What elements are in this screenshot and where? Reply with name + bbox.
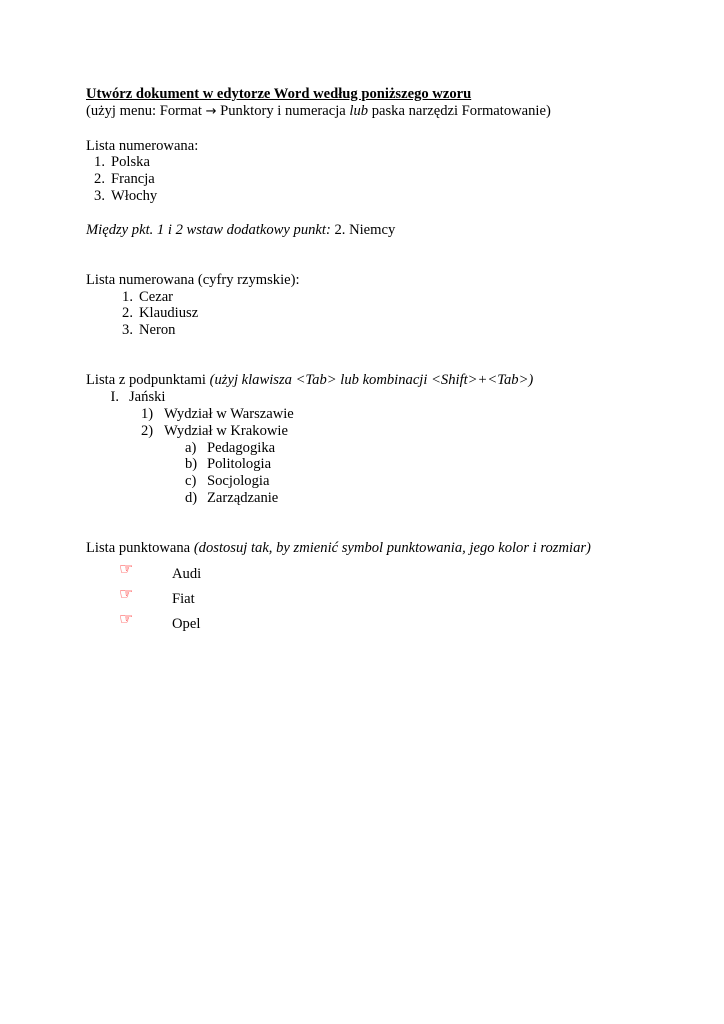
list-item — [185, 456, 271, 473]
numbered-list-heading: Lista numerowana: — [86, 138, 199, 154]
bullet-list-heading-text: Lista punktowana — [86, 540, 194, 556]
list-number: 1. — [94, 154, 105, 170]
list-item-text: Wydział w Krakowie — [164, 423, 288, 439]
list-item — [86, 188, 157, 205]
list-item — [86, 322, 175, 339]
insert-note — [86, 222, 395, 239]
list-item-text: Francja — [111, 171, 155, 187]
sub-list-heading — [86, 372, 533, 389]
bullet-list-hint: (dostosuj tak, by zmienić symbol punktowania, jego kolor i rozmiar) — [193, 540, 591, 556]
instruction-prefix: (użyj menu: Format — [86, 103, 206, 119]
list-number: 1. — [122, 289, 133, 305]
list-item-text: Zarządzanie — [207, 490, 279, 506]
list-item: Fiat — [172, 591, 195, 607]
list-number: a) — [185, 440, 197, 456]
list-item: Opel — [172, 616, 201, 632]
list-item-text: Neron — [139, 322, 176, 338]
instruction-or: lub — [349, 103, 369, 119]
list-number: 3. — [94, 188, 105, 204]
list-item-text: Polska — [111, 154, 150, 170]
list-item-text: Cezar — [139, 289, 174, 305]
insert-note-italic: Między pkt. 1 i 2 wstaw dodatkowy punkt: — [86, 222, 331, 238]
list-item-text: Pedagogika — [207, 440, 276, 456]
bullet-list-heading — [86, 540, 591, 557]
pointing-hand-icon: ☞ — [119, 584, 134, 603]
list-item — [86, 289, 173, 306]
list-item — [185, 440, 275, 457]
list-item-text: Socjologia — [207, 473, 270, 489]
instruction-line — [86, 103, 551, 120]
sub-list-hint: (użyj klawisza <Tab> lub kombinacji <Shift>+<Tab>) — [209, 372, 534, 388]
list-number: 2. — [122, 305, 133, 321]
instruction-mid: Punktory i numeracja — [216, 103, 350, 119]
instruction-suffix: paska narzędzi Formatowanie) — [368, 103, 551, 119]
list-item-text: Włochy — [111, 188, 158, 204]
list-item-text: Klaudiusz — [139, 305, 199, 321]
list-number: 3. — [122, 322, 133, 338]
list-item — [86, 154, 150, 171]
roman-list-heading: Lista numerowana (cyfry rzymskie): — [86, 272, 300, 288]
list-number: 1) — [141, 406, 154, 422]
list-item — [86, 305, 198, 322]
list-item — [141, 423, 288, 440]
list-item — [86, 171, 155, 188]
list-item — [141, 406, 294, 423]
arrow-right-icon: → — [205, 104, 217, 119]
list-item — [86, 389, 165, 406]
list-item-text: Jański — [129, 389, 166, 405]
insert-note-plain: 2. Niemcy — [330, 222, 396, 238]
list-number: 2. — [94, 171, 105, 187]
list-item-text: Wydział w Warszawie — [164, 406, 294, 422]
pointing-hand-icon: ☞ — [119, 559, 134, 578]
list-number: I. — [110, 389, 119, 405]
sub-list-heading-text: Lista z podpunktami — [86, 372, 210, 388]
list-item: Audi — [172, 566, 202, 582]
list-item — [185, 490, 278, 507]
document-title: Utwórz dokument w edytorze Word według poniższego wzoru — [86, 86, 472, 102]
list-number: b) — [185, 456, 198, 472]
list-item-text: Politologia — [207, 456, 272, 472]
list-number: c) — [185, 473, 197, 489]
list-item — [185, 473, 269, 490]
list-number: d) — [185, 490, 198, 506]
list-number: 2) — [141, 423, 154, 439]
pointing-hand-icon: ☞ — [119, 609, 134, 628]
